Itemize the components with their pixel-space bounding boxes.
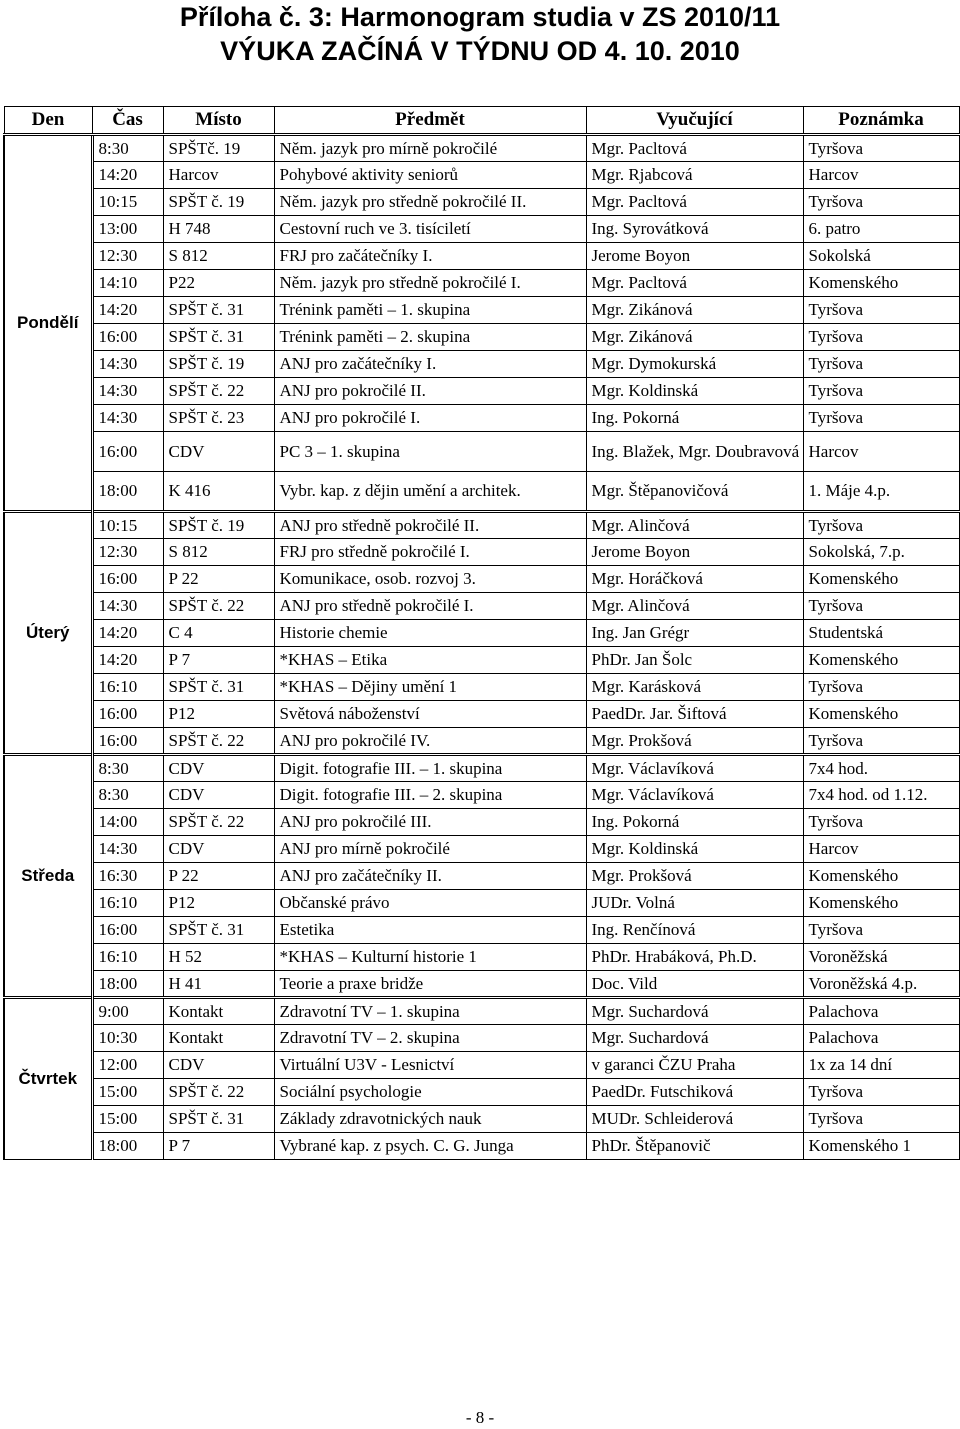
place-cell: P 7 <box>163 1133 274 1160</box>
header-row <box>4 107 959 135</box>
teacher-cell: Doc. Vild <box>586 971 803 998</box>
table-row <box>4 405 959 432</box>
teacher-cell: Mgr. Prokšová <box>586 728 803 755</box>
note-cell: Tyršova <box>803 351 959 378</box>
table-row <box>4 216 959 243</box>
time-cell: 12:30 <box>92 539 163 566</box>
time-cell: 18:00 <box>92 1133 163 1160</box>
header-day: Den <box>4 107 92 135</box>
note-cell: Tyršova <box>803 674 959 701</box>
place-cell: P 7 <box>163 647 274 674</box>
table-row <box>4 755 959 782</box>
subject-cell: Světová náboženství <box>274 701 586 728</box>
table-row <box>4 728 959 755</box>
subject-cell: Trénink paměti – 1. skupina <box>274 297 586 324</box>
table-row <box>4 189 959 216</box>
time-cell: 16:10 <box>92 890 163 917</box>
table-row <box>4 1079 959 1106</box>
subject-cell: ANJ pro začátečníky I. <box>274 351 586 378</box>
table-row <box>4 297 959 324</box>
note-cell: 6. patro <box>803 216 959 243</box>
note-cell: Tyršova <box>803 512 959 539</box>
note-cell: Harcov <box>803 162 959 189</box>
teacher-cell: Mgr. Koldinská <box>586 378 803 405</box>
time-cell: 16:30 <box>92 863 163 890</box>
note-cell: 7x4 hod. od 1.12. <box>803 782 959 809</box>
place-cell: H 748 <box>163 216 274 243</box>
subject-cell: ANJ pro mírně pokročilé <box>274 836 586 863</box>
time-cell: 16:00 <box>92 432 163 472</box>
subject-cell: Základy zdravotnických nauk <box>274 1106 586 1133</box>
teacher-cell: Mgr. Pacltová <box>586 135 803 162</box>
table-row <box>4 378 959 405</box>
time-cell: 15:00 <box>92 1079 163 1106</box>
time-cell: 10:15 <box>92 189 163 216</box>
place-cell: P12 <box>163 890 274 917</box>
table-row <box>4 472 959 512</box>
time-cell: 14:30 <box>92 351 163 378</box>
place-cell: S 812 <box>163 539 274 566</box>
time-cell: 14:00 <box>92 809 163 836</box>
table-row <box>4 971 959 998</box>
document-title: Příloha č. 3: Harmonogram studia v ZS 2010/11 <box>179 2 781 32</box>
subject-cell: Něm. jazyk pro mírně pokročilé <box>274 135 586 162</box>
place-cell: SPŠT č. 23 <box>163 405 274 432</box>
teacher-cell: Mgr. Zikánová <box>586 297 803 324</box>
table-row <box>4 917 959 944</box>
teacher-cell: Mgr. Pacltová <box>586 270 803 297</box>
day-label: Středa <box>4 755 92 998</box>
time-cell: 8:30 <box>92 755 163 782</box>
time-cell: 13:00 <box>92 216 163 243</box>
place-cell: SPŠT č. 22 <box>163 1079 274 1106</box>
header-time: Čas <box>92 107 163 135</box>
note-cell: Komenského <box>803 270 959 297</box>
place-cell: CDV <box>163 432 274 472</box>
time-cell: 14:30 <box>92 378 163 405</box>
teacher-cell: Ing. Jan Grégr <box>586 620 803 647</box>
note-cell: Tyršova <box>803 809 959 836</box>
table-row <box>4 593 959 620</box>
subject-cell: ANJ pro pokročilé III. <box>274 809 586 836</box>
subject-cell: Něm. jazyk pro středně pokročilé I. <box>274 270 586 297</box>
table-row <box>4 620 959 647</box>
note-cell: Palachova <box>803 998 959 1025</box>
page-number: - 8 - <box>465 1408 495 1427</box>
note-cell: Harcov <box>803 836 959 863</box>
time-cell: 16:00 <box>92 701 163 728</box>
teacher-cell: Mgr. Štěpanovičová <box>586 472 803 512</box>
table-row <box>4 351 959 378</box>
teacher-cell: Mgr. Zikánová <box>586 324 803 351</box>
teacher-cell: Ing. Pokorná <box>586 809 803 836</box>
subject-cell: Občanské právo <box>274 890 586 917</box>
subject-cell: Digit. fotografie III. – 2. skupina <box>274 782 586 809</box>
place-cell: SPŠT č. 22 <box>163 593 274 620</box>
time-cell: 14:20 <box>92 297 163 324</box>
subject-cell: *KHAS – Etika <box>274 647 586 674</box>
note-cell: Tyršova <box>803 1106 959 1133</box>
subject-cell: Cestovní ruch ve 3. tisíciletí <box>274 216 586 243</box>
teacher-cell: Ing. Renčínová <box>586 917 803 944</box>
teacher-cell: Mgr. Koldinská <box>586 836 803 863</box>
place-cell: SPŠT č. 19 <box>163 512 274 539</box>
table-row <box>4 1052 959 1079</box>
note-cell: 1. Máje 4.p. <box>803 472 959 512</box>
time-cell: 16:00 <box>92 917 163 944</box>
time-cell: 10:30 <box>92 1025 163 1052</box>
teacher-cell: Jerome Boyon <box>586 539 803 566</box>
table-row <box>4 809 959 836</box>
time-cell: 18:00 <box>92 971 163 998</box>
place-cell: SPŠT č. 19 <box>163 189 274 216</box>
place-cell: SPŠT č. 31 <box>163 297 274 324</box>
time-cell: 15:00 <box>92 1106 163 1133</box>
note-cell: Tyršova <box>803 324 959 351</box>
note-cell: Voroněžská 4.p. <box>803 971 959 998</box>
note-cell: Tyršova <box>803 297 959 324</box>
note-cell: Palachova <box>803 1025 959 1052</box>
time-cell: 12:30 <box>92 243 163 270</box>
note-cell: Komenského <box>803 701 959 728</box>
table-row <box>4 1106 959 1133</box>
table-row <box>4 863 959 890</box>
note-cell: Komenského <box>803 566 959 593</box>
table-row <box>4 539 959 566</box>
time-cell: 14:30 <box>92 836 163 863</box>
teacher-cell: Mgr. Horáčková <box>586 566 803 593</box>
teacher-cell: PaedDr. Futschiková <box>586 1079 803 1106</box>
time-cell: 14:20 <box>92 620 163 647</box>
teacher-cell: Mgr. Prokšová <box>586 863 803 890</box>
note-cell: Tyršova <box>803 135 959 162</box>
note-cell: Komenského <box>803 863 959 890</box>
table-row <box>4 647 959 674</box>
subject-cell: Pohybové aktivity seniorů <box>274 162 586 189</box>
place-cell: SPŠT č. 31 <box>163 1106 274 1133</box>
note-cell: Sokolská, 7.p. <box>803 539 959 566</box>
place-cell: SPŠT č. 31 <box>163 674 274 701</box>
place-cell: CDV <box>163 782 274 809</box>
teacher-cell: Mgr. Pacltová <box>586 189 803 216</box>
place-cell: H 52 <box>163 944 274 971</box>
subject-cell: Zdravotní TV – 1. skupina <box>274 998 586 1025</box>
place-cell: Kontakt <box>163 1025 274 1052</box>
table-row <box>4 1025 959 1052</box>
table-row <box>4 270 959 297</box>
header-note: Poznámka <box>803 107 959 135</box>
teacher-cell: Jerome Boyon <box>586 243 803 270</box>
place-cell: Kontakt <box>163 998 274 1025</box>
table-row <box>4 998 959 1025</box>
time-cell: 8:30 <box>92 782 163 809</box>
time-cell: 10:15 <box>92 512 163 539</box>
table-row <box>4 324 959 351</box>
place-cell: SPŠT č. 22 <box>163 728 274 755</box>
note-cell: Tyršova <box>803 189 959 216</box>
teacher-cell: Ing. Pokorná <box>586 405 803 432</box>
time-cell: 16:10 <box>92 944 163 971</box>
time-cell: 12:00 <box>92 1052 163 1079</box>
place-cell: CDV <box>163 755 274 782</box>
place-cell: P 22 <box>163 863 274 890</box>
table-row <box>4 782 959 809</box>
schedule-body <box>4 135 959 1160</box>
teacher-cell: Mgr. Dymokurská <box>586 351 803 378</box>
time-cell: 16:00 <box>92 324 163 351</box>
place-cell: SPŠT č. 31 <box>163 917 274 944</box>
subject-cell: ANJ pro pokročilé I. <box>274 405 586 432</box>
place-cell: CDV <box>163 836 274 863</box>
subject-cell: FRJ pro středně pokročilé I. <box>274 539 586 566</box>
table-row <box>4 566 959 593</box>
subject-cell: FRJ pro začátečníky I. <box>274 243 586 270</box>
subject-cell: Něm. jazyk pro středně pokročilé II. <box>274 189 586 216</box>
subject-cell: Vybrané kap. z psych. C. G. Junga <box>274 1133 586 1160</box>
note-cell: Komenského 1 <box>803 1133 959 1160</box>
subject-cell: *KHAS – Dějiny umění 1 <box>274 674 586 701</box>
teacher-cell: Mgr. Václavíková <box>586 755 803 782</box>
subject-cell: ANJ pro pokročilé II. <box>274 378 586 405</box>
teacher-cell: Mgr. Václavíková <box>586 782 803 809</box>
teacher-cell: PhDr. Hrabáková, Ph.D. <box>586 944 803 971</box>
subject-cell: Vybr. kap. z dějin umění a architek. <box>274 472 586 512</box>
subject-cell: Estetika <box>274 917 586 944</box>
time-cell: 8:30 <box>92 135 163 162</box>
subject-cell: Historie chemie <box>274 620 586 647</box>
note-cell: Tyršova <box>803 917 959 944</box>
note-cell: Komenského <box>803 647 959 674</box>
table-row <box>4 674 959 701</box>
table-row <box>4 836 959 863</box>
table-row <box>4 890 959 917</box>
note-cell: Studentská <box>803 620 959 647</box>
teacher-cell: Mgr. Karásková <box>586 674 803 701</box>
place-cell: P12 <box>163 701 274 728</box>
subject-cell: ANJ pro začátečníky II. <box>274 863 586 890</box>
place-cell: C 4 <box>163 620 274 647</box>
time-cell: 16:00 <box>92 566 163 593</box>
place-cell: H 41 <box>163 971 274 998</box>
subject-cell: ANJ pro středně pokročilé II. <box>274 512 586 539</box>
place-cell: P22 <box>163 270 274 297</box>
note-cell: Harcov <box>803 432 959 472</box>
subject-cell: Zdravotní TV – 2. skupina <box>274 1025 586 1052</box>
table-row <box>4 512 959 539</box>
subject-cell: ANJ pro pokročilé IV. <box>274 728 586 755</box>
table-row <box>4 1133 959 1160</box>
teacher-cell: PhDr. Jan Šolc <box>586 647 803 674</box>
place-cell: Harcov <box>163 162 274 189</box>
teacher-cell: Ing. Blažek, Mgr. Doubravová <box>586 432 803 472</box>
note-cell: 1x za 14 dní <box>803 1052 959 1079</box>
time-cell: 14:30 <box>92 593 163 620</box>
time-cell: 9:00 <box>92 998 163 1025</box>
subject-cell: Digit. fotografie III. – 1. skupina <box>274 755 586 782</box>
table-row <box>4 432 959 472</box>
place-cell: SPŠT č. 22 <box>163 378 274 405</box>
note-cell: Tyršova <box>803 1079 959 1106</box>
time-cell: 14:20 <box>92 162 163 189</box>
place-cell: SPŠT č. 19 <box>163 351 274 378</box>
teacher-cell: PhDr. Štěpanovič <box>586 1133 803 1160</box>
note-cell: Voroněžská <box>803 944 959 971</box>
time-cell: 14:20 <box>92 647 163 674</box>
note-cell: Komenského <box>803 890 959 917</box>
teacher-cell: Mgr. Suchardová <box>586 998 803 1025</box>
document-subtitle: VÝUKA ZAČÍNÁ V TÝDNU OD 4. 10. 2010 <box>220 36 740 66</box>
teacher-cell: Ing. Syrovátková <box>586 216 803 243</box>
time-cell: 16:00 <box>92 728 163 755</box>
note-cell: Tyršova <box>803 728 959 755</box>
subject-cell: ANJ pro středně pokročilé I. <box>274 593 586 620</box>
subject-cell: *KHAS – Kulturní historie 1 <box>274 944 586 971</box>
time-cell: 16:10 <box>92 674 163 701</box>
teacher-cell: Mgr. Alinčová <box>586 593 803 620</box>
table-row <box>4 944 959 971</box>
table-row <box>4 162 959 189</box>
table-row <box>4 701 959 728</box>
teacher-cell: v garanci ČZU Praha <box>586 1052 803 1079</box>
teacher-cell: Mgr. Suchardová <box>586 1025 803 1052</box>
table-row <box>4 135 959 162</box>
teacher-cell: PaedDr. Jar. Šiftová <box>586 701 803 728</box>
header-teacher: Vyučující <box>586 107 803 135</box>
header-place: Místo <box>163 107 274 135</box>
time-cell: 14:10 <box>92 270 163 297</box>
note-cell: Tyršova <box>803 405 959 432</box>
teacher-cell: MUDr. Schleiderová <box>586 1106 803 1133</box>
note-cell: Tyršova <box>803 593 959 620</box>
day-label: Čtvrtek <box>4 998 92 1160</box>
subject-cell: Teorie a praxe bridže <box>274 971 586 998</box>
time-cell: 14:30 <box>92 405 163 432</box>
place-cell: SPŠT č. 31 <box>163 324 274 351</box>
subject-cell: Komunikace, osob. rozvoj 3. <box>274 566 586 593</box>
place-cell: SPŠTč. 19 <box>163 135 274 162</box>
place-cell: S 812 <box>163 243 274 270</box>
place-cell: K 416 <box>163 472 274 512</box>
header-subject: Předmět <box>274 107 586 135</box>
time-cell: 18:00 <box>92 472 163 512</box>
table-row <box>4 243 959 270</box>
subject-cell: PC 3 – 1. skupina <box>274 432 586 472</box>
note-cell: Sokolská <box>803 243 959 270</box>
teacher-cell: Mgr. Rjabcová <box>586 162 803 189</box>
note-cell: 7x4 hod. <box>803 755 959 782</box>
subject-cell: Trénink paměti – 2. skupina <box>274 324 586 351</box>
place-cell: SPŠT č. 22 <box>163 809 274 836</box>
place-cell: CDV <box>163 1052 274 1079</box>
subject-cell: Virtuální U3V - Lesnictví <box>274 1052 586 1079</box>
day-label: Úterý <box>4 512 92 755</box>
day-label: Pondělí <box>4 135 92 512</box>
teacher-cell: JUDr. Volná <box>586 890 803 917</box>
schedule-table <box>3 106 960 1160</box>
teacher-cell: Mgr. Alinčová <box>586 512 803 539</box>
subject-cell: Sociální psychologie <box>274 1079 586 1106</box>
place-cell: P 22 <box>163 566 274 593</box>
note-cell: Tyršova <box>803 378 959 405</box>
